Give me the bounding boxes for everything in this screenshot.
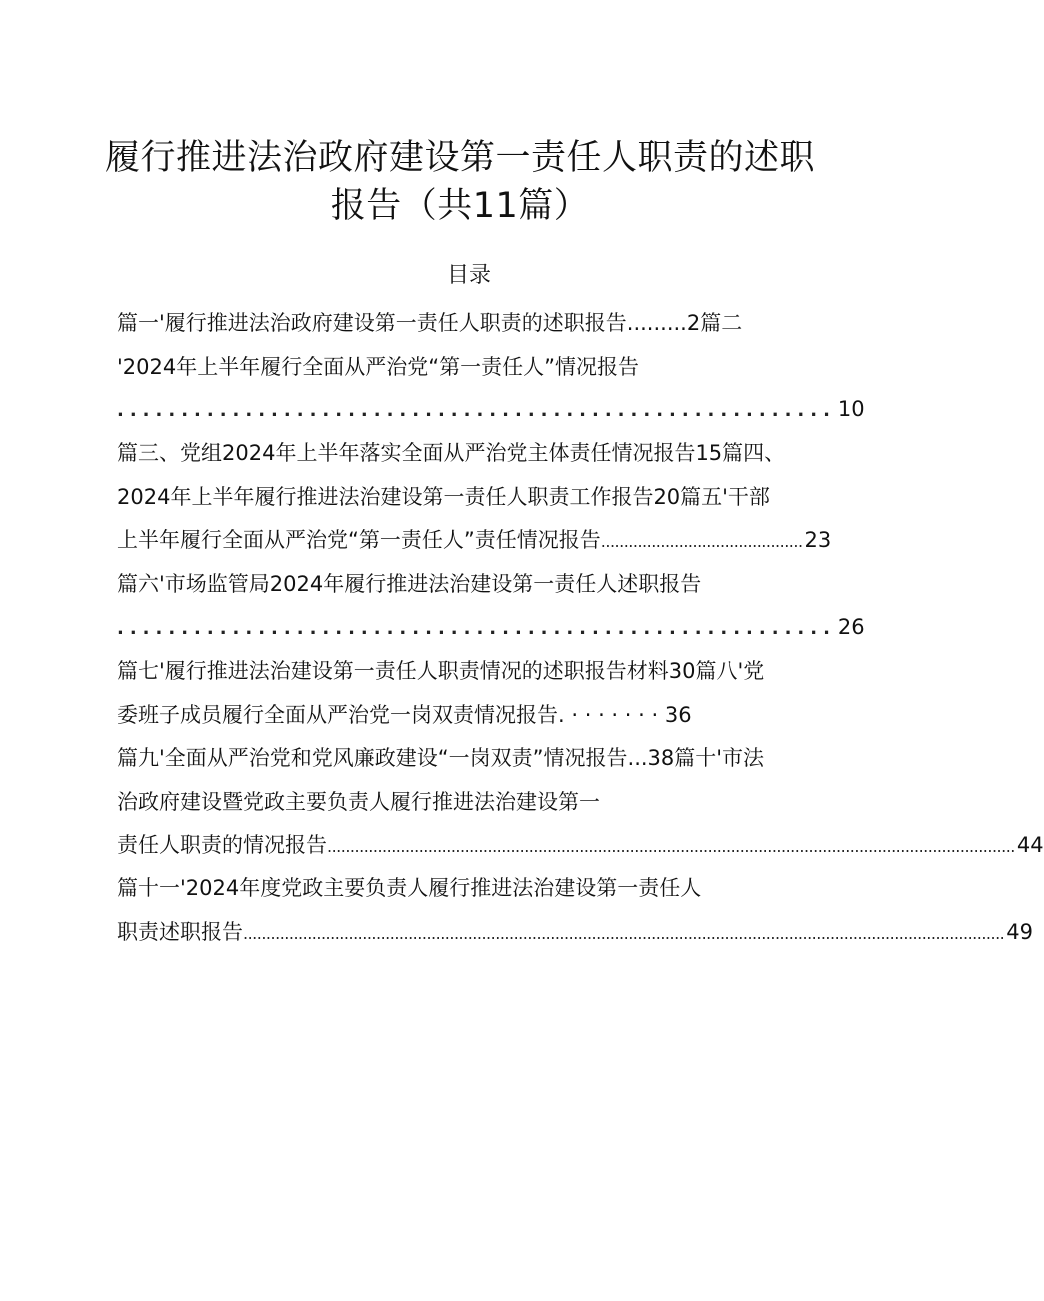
toc-line[interactable]: [117, 700, 692, 730]
toc-line[interactable]: [117, 394, 865, 424]
toc-line-text: 篇七'履行推进法治建设第一责任人职责情况的述职报告材料30篇八'党: [117, 659, 765, 683]
toc-leader-dots: ............................................: [600, 532, 803, 551]
toc-line-text: 篇一'履行推进法治政府建设第一责任人职责的述职报告.........2篇二: [117, 311, 743, 335]
toc-leader-dots: ........................................................: [117, 400, 836, 421]
toc-line[interactable]: [117, 482, 770, 512]
toc-line[interactable]: [117, 656, 764, 686]
toc-line[interactable]: [117, 917, 1033, 947]
toc-line[interactable]: [117, 308, 742, 338]
toc-line-text: 职责述职报告: [117, 920, 243, 944]
toc-line[interactable]: [117, 352, 639, 382]
toc-page-number: 26: [837, 615, 865, 639]
toc-line-text: 篇十一'2024年度党政主要负责人履行推进法治建设第一责任人: [117, 876, 702, 900]
toc-line[interactable]: [117, 787, 600, 817]
toc-line[interactable]: [117, 873, 701, 903]
toc-heading: 目录: [446, 263, 491, 288]
toc-page-number: 44: [1016, 833, 1044, 857]
document-title-line-2: 报告（共11篇）: [330, 186, 590, 226]
toc-line-text: '2024年上半年履行全面从严治党“第一责任人”情况报告: [117, 355, 639, 379]
toc-line[interactable]: [117, 438, 785, 468]
toc-line-text: 篇九'全面从严治党和党风廉政建设“一岗双责”情况报告...38篇十'市法: [117, 746, 765, 770]
toc-line[interactable]: [117, 525, 832, 555]
toc-page-number: 49: [1006, 920, 1033, 944]
toc-line-text: 上半年履行全面从严治党“第一责任人”责任情况报告: [117, 528, 601, 552]
toc-leader-dots: ......................................................................................................................................................: [327, 837, 1015, 856]
toc-line[interactable]: [117, 612, 865, 642]
toc-page-number: 36: [664, 703, 692, 727]
toc-leader-dots: ......................................................................................................................................................................: [243, 924, 1005, 943]
toc-line-text: 治政府建设暨党政主要负责人履行推进法治建设第一: [117, 790, 600, 814]
toc-line[interactable]: [117, 569, 701, 599]
toc-line-text: 责任人职责的情况报告: [117, 833, 327, 857]
toc-line[interactable]: [117, 830, 1044, 860]
toc-line-text: 委班子成员履行全面从严治党一岗双责情况报告.: [117, 703, 565, 727]
toc-leader-dots: · · · · · · ·: [571, 703, 659, 727]
toc-page-number: 10: [837, 397, 865, 421]
document-title-line-1: 履行推进法治政府建设第一责任人职责的述职: [104, 138, 815, 178]
toc-line[interactable]: [117, 743, 764, 773]
toc-page-number: 23: [804, 528, 832, 552]
toc-leader-dots: ........................................................: [117, 618, 836, 639]
toc-line-text: 2024年上半年履行推进法治建设第一责任人职责工作报告20篇五'干部: [117, 485, 770, 509]
toc-line-text: 篇三、党组2024年上半年落实全面从严治党主体责任情况报告15篇四、: [117, 441, 786, 465]
toc-line-text: 篇六'市场监管局2024年履行推进法治建设第一责任人述职报告: [117, 572, 702, 596]
